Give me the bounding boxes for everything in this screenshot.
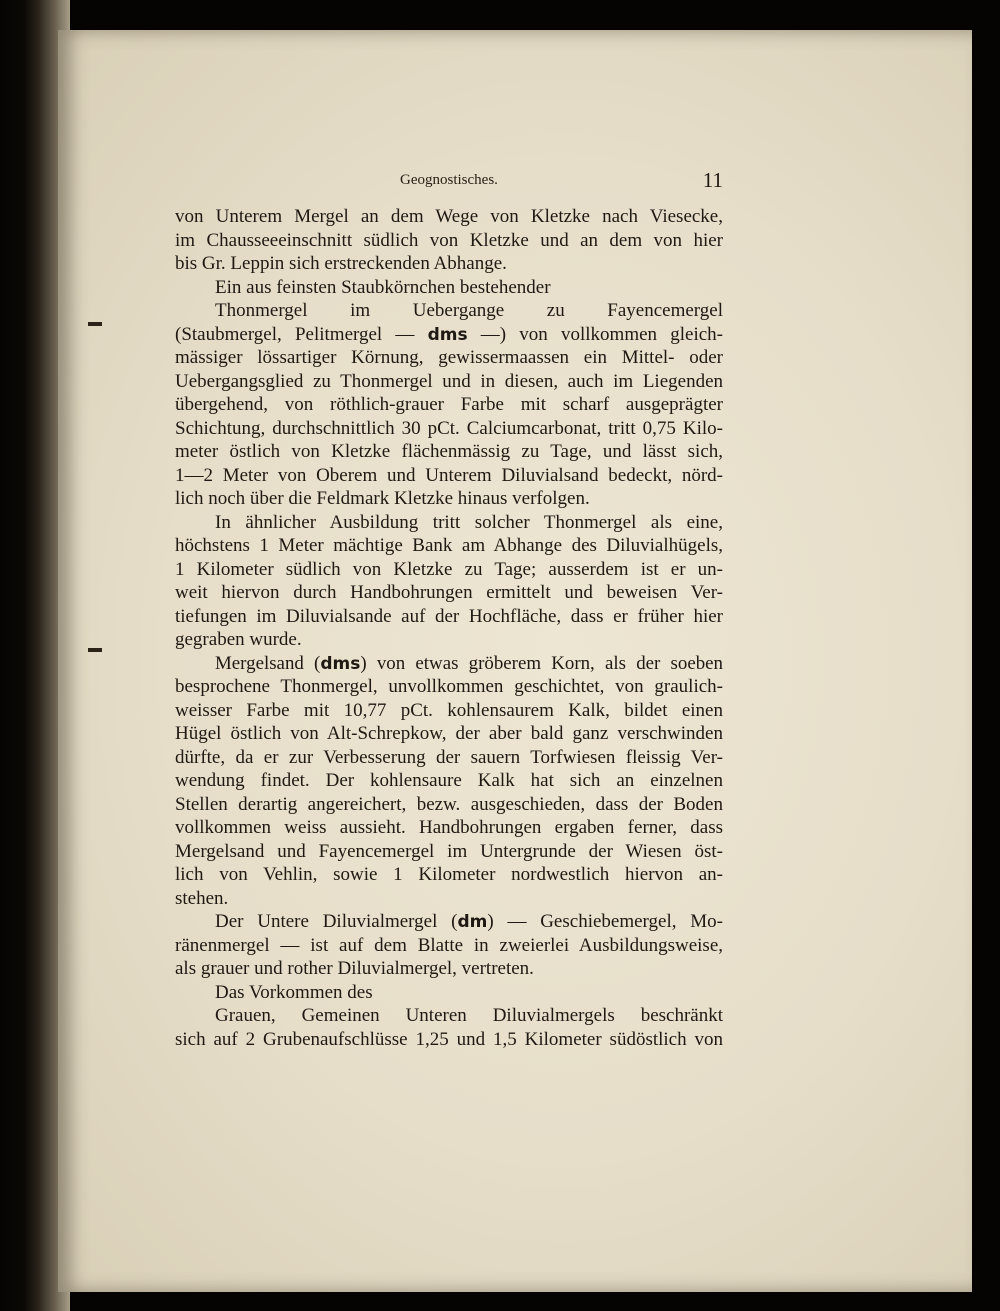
- text-line: Thonmergel im Uebergange zu Fayencemergel: [215, 300, 723, 321]
- text-line: als grauer und rother Diluvialmergel, vertreten.: [175, 958, 534, 979]
- text-line: lich von Vehlin, sowie 1 Kilometer nordwestlich hiervon an-: [175, 864, 723, 885]
- text-line: Grauen, Gemeinen Unteren Diluvialmergels beschränkt: [215, 1005, 723, 1026]
- text-line: tiefungen im Diluvialsande auf der Hochfläche, dass er früher hier: [175, 605, 723, 627]
- text-line: Uebergangsglied zu Thonmergel und in diesen, auch im Liegenden: [175, 370, 723, 392]
- text-line: Das Vorkommen des: [215, 981, 373, 1003]
- text-line: im Chausseeeinschnitt südlich von Kletzke und an dem von hier: [175, 229, 723, 251]
- text-line: [175, 652, 723, 676]
- text-line: 1—2 Meter von Oberem und Unterem Diluvialsand bedeckt, nörd-: [175, 464, 723, 486]
- map-symbol: dm: [457, 912, 488, 932]
- text-line: übergehend, von röthlich-grauer Farbe mit scharf ausgeprägter: [175, 394, 723, 415]
- text-fragment: Der Untere Diluvialmergel (: [215, 911, 458, 932]
- text-line: In ähnlicher Ausbildung tritt solcher Thonmergel als eine,: [215, 511, 723, 533]
- map-symbol: dms: [320, 653, 361, 674]
- text-line: gegraben wurde.: [175, 629, 302, 650]
- text-line: weisser Farbe mit 10,77 pCt. kohlensaurem Kalk, bildet einen: [175, 699, 723, 721]
- text-line: sich auf 2 Grubenaufschlüsse 1,25 und 1,5 Kilometer südöstlich von: [175, 1028, 723, 1050]
- text-line: höchstens 1 Meter mächtige Bank am Abhange des Diluvialhügels,: [175, 535, 723, 556]
- text-line: besprochene Thonmergel, unvollkommen geschichtet, von graulich-: [175, 676, 723, 697]
- text-line: [175, 323, 723, 347]
- text-line: vollkommen weiss aussieht. Handbohrungen ergaben ferner, dass: [175, 817, 723, 838]
- running-title: Geognostisches.: [400, 172, 498, 188]
- margin-mark: [88, 322, 102, 326]
- text-fragment: ) — Geschiebemergel, Mo-: [487, 911, 723, 932]
- map-symbol: dms: [427, 324, 468, 345]
- text-line: mässiger lössartiger Körnung, gewissermaassen ein Mittel- oder: [175, 347, 723, 368]
- text-fragment: —) von vollkommen gleich-: [467, 323, 723, 345]
- text-line: Hügel östlich von Alt-Schrepkow, der aber bald ganz verschwinden: [175, 723, 723, 744]
- text-line: lich noch über die Feldmark Kletzke hinaus verfolgen.: [175, 488, 590, 509]
- text-line: 1 Kilometer südlich von Kletzke zu Tage; ausserdem ist er un-: [175, 558, 723, 580]
- text-line: meter östlich von Kletzke flächenmässig zu Tage, und lässt sich,: [175, 441, 723, 462]
- text-line: [175, 910, 723, 934]
- text-fragment: Mergelsand (: [215, 652, 321, 674]
- text-line: bis Gr. Leppin sich erstreckenden Abhange.: [175, 253, 507, 274]
- margin-mark: [88, 648, 102, 652]
- text-line: dürfte, da er zur Verbesserung der sauern Torfwiesen fleissig Ver-: [175, 746, 723, 768]
- text-line: weit hiervon durch Handbohrungen ermittelt und beweisen Ver-: [175, 582, 723, 603]
- text-line: wendung findet. Der kohlensaure Kalk hat sich an einzelnen: [175, 770, 723, 791]
- text-line: Mergelsand und Fayencemergel im Untergrunde der Wiesen öst-: [175, 840, 723, 862]
- text-fragment: (Staubmergel, Pelitmergel —: [175, 323, 428, 345]
- text-line: stehen.: [175, 887, 229, 909]
- text-line: Stellen derartig angereichert, bezw. ausgeschieden, dass der Boden: [175, 793, 723, 815]
- text-line: von Unterem Mergel an dem Wege von Kletzke nach Viesecke,: [175, 206, 723, 227]
- page-number: 11: [702, 168, 723, 192]
- text-line: Ein aus feinsten Staubkörnchen bestehender: [215, 276, 551, 298]
- text-line: Schichtung, durchschnittlich 30 pCt. Calciumcarbonat, tritt 0,75 Kilo-: [175, 417, 723, 439]
- text-line: ränenmergel — ist auf dem Blatte in zweierlei Ausbildungsweise,: [175, 934, 723, 956]
- text-fragment: ) von etwas gröberem Korn, als der soeben: [360, 652, 723, 674]
- running-head: [175, 168, 723, 198]
- body-text: [175, 205, 723, 1051]
